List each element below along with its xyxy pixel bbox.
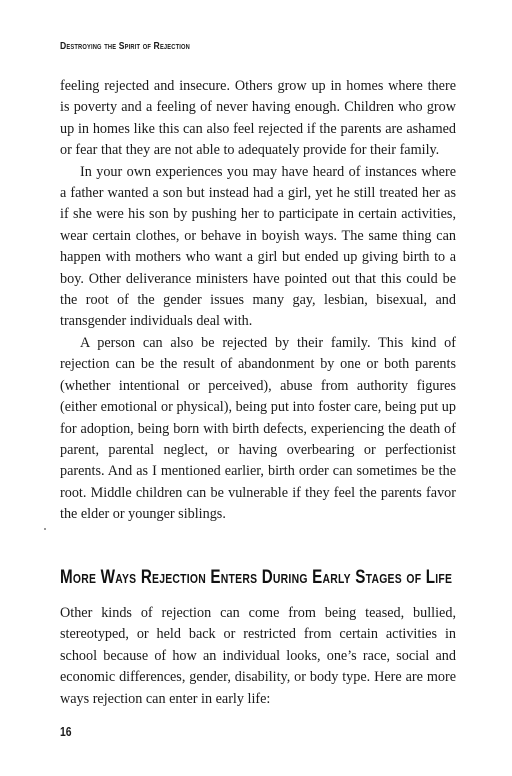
paragraph: A person can also be rejected by their family. This kind of rejection can be the result of abandonment by one or both parents (whether intentional or perceived), abuse from authority figures (either emotional or physical), being put into foster care, being put up for adoption, being born with birth defects, experiencing the death of parent, parental neglect, or having overbearing or perfectionist parents. And as I mentioned earlier, birth order can sometimes be the root. Middle children can be vulnerable if they feel the parents favor the elder or younger siblings. (60, 334, 456, 523)
page-number: 16 (60, 724, 72, 739)
section-heading: More Ways Rejection Enters During Early Stages of Life (60, 567, 453, 588)
body-text (60, 76, 456, 526)
paragraph: In your own experiences you may have heard of instances where a father wanted a son but instead had a girl, yet he still treated her as if she were his son by pushing her to participate in certain activities, wear certain clothes, or behave in boyish ways. The same thing can happen with mothers who want a girl but ended up giving birth to a boy. Other deliverance ministers have pointed out that this could be the root of the gender issues many gay, lesbian, bisexual, and transgender individuals deal with. (60, 163, 456, 330)
paragraph: Other kinds of rejection can come from being teased, bullied, stereotyped, or held back or restricted from certain activities in school because of how an individual looks, one’s race, social and economic differences, gender, disability, or body type. Here are more ways rejection can enter in early life: (60, 605, 456, 707)
paragraph-continued: feeling rejected and insecure. Others grow up in homes where there is poverty and a feeling of never having enough. Children who grow up in homes like this can also feel rejected if the parents are ashamed or fear that they are not able to adequately provide for their family. (60, 78, 456, 159)
section-body (60, 603, 456, 710)
running-head: Destroying the Spirit of Rejection (60, 40, 190, 52)
print-speck (44, 528, 46, 530)
